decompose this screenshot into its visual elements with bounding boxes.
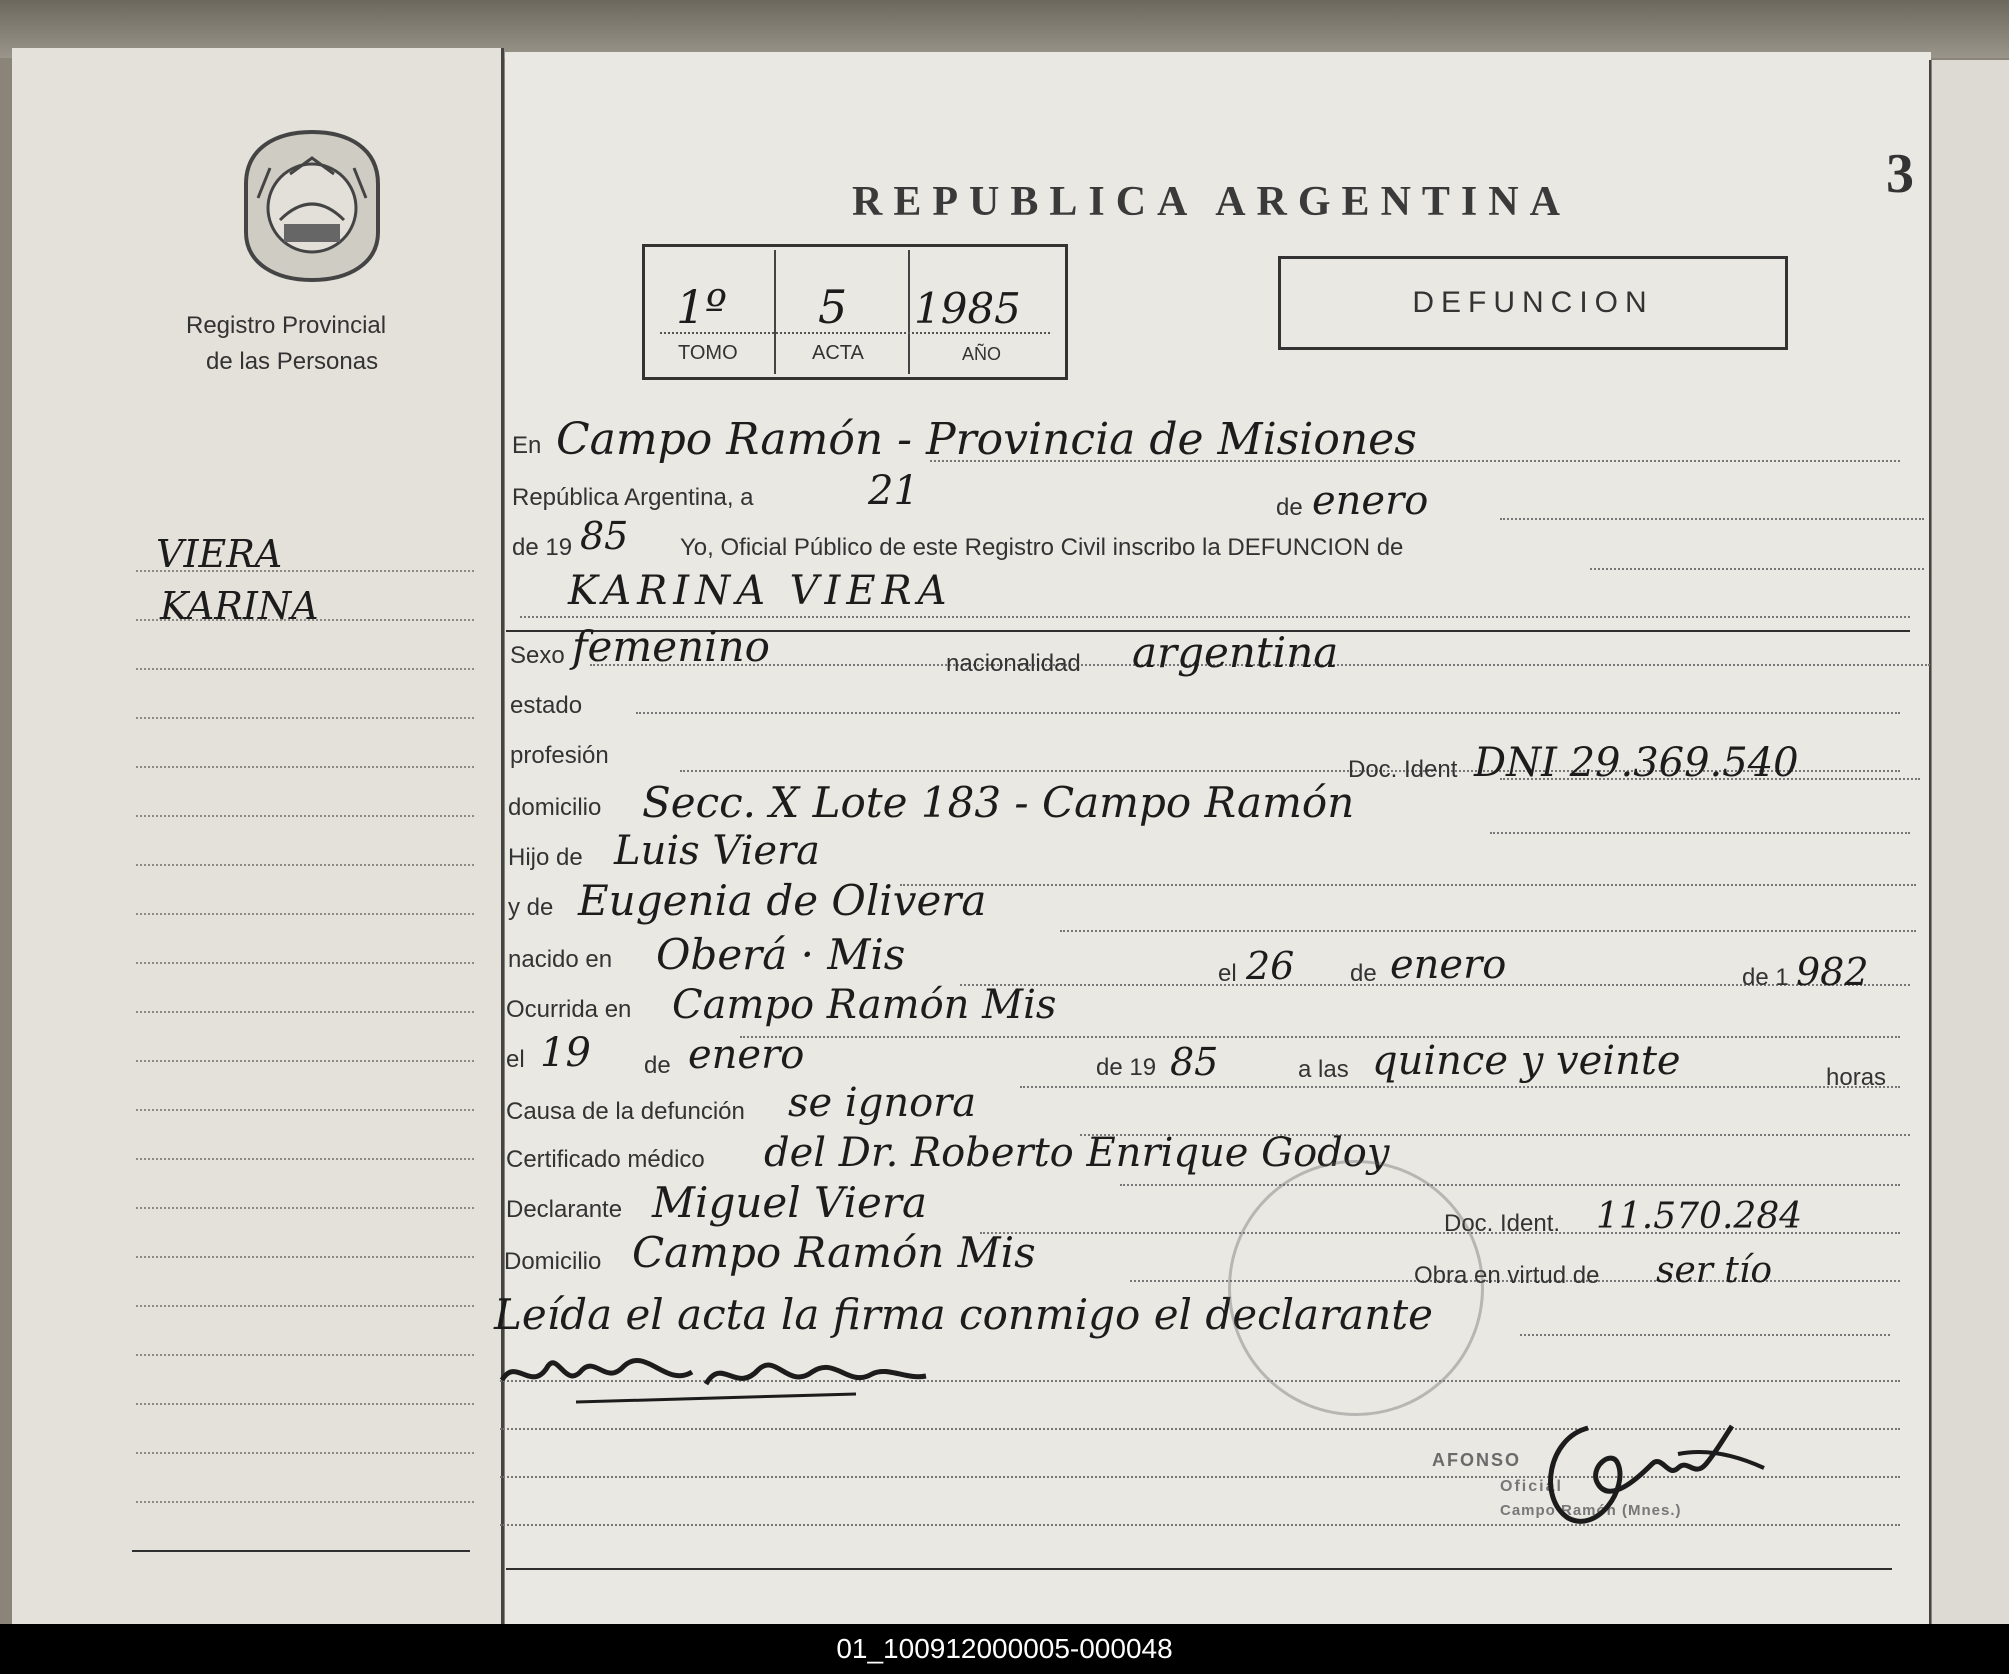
- tomo-value: 1º: [676, 280, 727, 334]
- value-domicilio: Secc. X Lote 183 - Campo Ramón: [642, 778, 1355, 827]
- value-day: 21: [868, 468, 919, 514]
- label-ocurrida: Ocurrida en: [506, 996, 632, 1023]
- value-death-month: enero: [688, 1032, 805, 1078]
- label-year-prefix: de 19: [1096, 1054, 1157, 1081]
- next-page-edge: [1932, 60, 2009, 1624]
- label-sexo: Sexo: [510, 642, 565, 669]
- value-sex: femenino: [572, 622, 770, 671]
- label-declarante: Declarante: [506, 1196, 623, 1223]
- official-circular-stamp: [1228, 1160, 1484, 1416]
- margin-rule-line: [136, 1158, 474, 1160]
- provincial-seal-icon: [240, 128, 385, 284]
- label-el: el: [1218, 960, 1237, 987]
- margin-rule-line: [136, 1403, 474, 1405]
- label-el: el: [506, 1046, 525, 1073]
- value-doc: DNI 29.369.540: [1474, 740, 1799, 786]
- value-obra: ser tío: [1656, 1250, 1773, 1291]
- form-rule-line: [1020, 1086, 1900, 1088]
- form-rule-line: [1060, 930, 1916, 932]
- record-type: DEFUNCION: [1412, 286, 1654, 319]
- label-hijo: Hijo de: [508, 844, 583, 871]
- margin-rule-line: [136, 766, 474, 768]
- label-certificado: Certificado médico: [506, 1146, 705, 1173]
- value-place: Campo Ramón - Provincia de Misiones: [556, 414, 1417, 465]
- label-en: En: [512, 432, 542, 459]
- form-rule-line: [1500, 518, 1924, 520]
- label-domicilio: Domicilio: [504, 1248, 602, 1275]
- label-causa: Causa de la defunción: [506, 1098, 745, 1125]
- stamp-line-1: AFONSO: [1432, 1450, 1522, 1470]
- form-rule-line: [1520, 1334, 1890, 1336]
- margin-rule-line: [136, 815, 474, 817]
- value-declarant-doc: 11.570.284: [1596, 1196, 1803, 1237]
- form-rule-line: [740, 1036, 1900, 1038]
- margin-bottom-rule: [132, 1550, 470, 1552]
- value-birth-day: 26: [1246, 944, 1295, 988]
- label-de: de: [644, 1052, 671, 1079]
- margin-rule-line: [136, 913, 474, 915]
- value-declarant-address: Campo Ramón Mis: [632, 1228, 1036, 1277]
- margin-rule-line: [136, 1011, 474, 1013]
- label-doc: Doc. Ident.: [1444, 1210, 1561, 1237]
- acta-value: 5: [818, 280, 848, 334]
- label-a-las: a las: [1298, 1056, 1349, 1083]
- margin-rule-line: [136, 1109, 474, 1111]
- value-year: 85: [580, 514, 629, 558]
- officer-signature: [1528, 1408, 1778, 1538]
- margin-surname: VIERA: [156, 532, 283, 576]
- value-cause: se ignora: [788, 1080, 977, 1126]
- acta-label: ACTA: [812, 342, 864, 364]
- value-declarant: Miguel Viera: [652, 1178, 928, 1227]
- value-death-year: 85: [1170, 1040, 1219, 1084]
- margin-rule-line: [136, 1305, 474, 1307]
- stamp-line-2: Oficial: [1500, 1478, 1563, 1495]
- margin-rule-line: [136, 717, 474, 719]
- label-obra: Obra en virtud de: [1414, 1262, 1600, 1289]
- label-doc: Doc. Ident: [1348, 756, 1458, 783]
- margin-column: [12, 48, 502, 1624]
- label-year-prefix: de 19: [512, 534, 573, 561]
- margin-rule-line: [136, 1256, 474, 1258]
- margin-rule-line: [136, 1207, 474, 1209]
- label-republica: República Argentina, a: [512, 484, 754, 511]
- margin-rule-line: [136, 1354, 474, 1356]
- value-month: enero: [1312, 478, 1429, 524]
- form-rule-line: [636, 712, 1900, 714]
- anio-value: 1985: [914, 284, 1021, 333]
- form-rule-line: [1590, 568, 1924, 570]
- anio-label: AÑO: [962, 344, 1002, 364]
- value-birth-month: enero: [1390, 942, 1507, 988]
- value-father: Luis Viera: [614, 828, 820, 874]
- declarant-signature: [496, 1336, 956, 1416]
- value-birth-year: 982: [1796, 950, 1869, 994]
- label-oficial: Yo, Oficial Público de este Registro Civil inscribo la DEFUNCION de: [680, 534, 1404, 561]
- form-rule-line: [1490, 832, 1910, 834]
- archive-identifier: 01_100912000005-000048: [0, 1624, 2009, 1674]
- form-solid-line: [506, 1568, 1892, 1570]
- label-nacionalidad: nacionalidad: [946, 650, 1081, 677]
- registry-title-line2: de las Personas: [206, 348, 379, 375]
- label-year-prefix: de 1: [1742, 964, 1789, 991]
- form-rule-line: [520, 616, 1910, 618]
- margin-rule-line: [136, 962, 474, 964]
- form-rule-line: [900, 884, 1916, 886]
- stamp-line-3: Campo Ramón (Mnes.): [1500, 1502, 1682, 1519]
- country-title: REPUBLICA ARGENTINA: [852, 179, 1571, 225]
- label-nacido: nacido en: [508, 946, 613, 973]
- margin-rule-line: [136, 1452, 474, 1454]
- label-estado: estado: [510, 692, 583, 719]
- margin-rule-line: [136, 619, 474, 621]
- margin-rule-line: [136, 864, 474, 866]
- label-domicilio: domicilio: [508, 794, 602, 821]
- margin-rule-line: [136, 1060, 474, 1062]
- value-mother: Eugenia de Olivera: [578, 876, 987, 925]
- value-nationality: argentina: [1132, 628, 1339, 677]
- tomo-label: TOMO: [678, 342, 738, 364]
- margin-given-name: KARINA: [160, 584, 319, 628]
- value-deceased-name: KARINA VIERA: [568, 568, 953, 614]
- margin-rule-line: [136, 570, 474, 572]
- value-death-day: 19: [540, 1030, 591, 1076]
- label-horas: horas: [1826, 1064, 1887, 1091]
- label-profesion: profesión: [510, 742, 609, 769]
- value-birthplace: Oberá · Mis: [656, 930, 906, 979]
- form-rule-line: [1120, 1184, 1900, 1186]
- margin-rule-line: [136, 1501, 474, 1503]
- label-de: de: [1350, 960, 1377, 987]
- value-death-place: Campo Ramón Mis: [672, 982, 1057, 1028]
- box-divider: [774, 250, 776, 374]
- box-divider: [908, 250, 910, 374]
- page-edge-line: [1929, 60, 1931, 1624]
- label-y-de: y de: [508, 894, 554, 921]
- value-closing-note: Leída el acta la firma conmigo el declarante: [494, 1290, 1433, 1339]
- page-number: 3: [1886, 143, 1914, 205]
- registry-title-line1: Registro Provincial: [186, 312, 387, 339]
- value-certificate: del Dr. Roberto Enrique Godoy: [764, 1130, 1390, 1176]
- label-de: de: [1276, 494, 1303, 521]
- value-death-time: quince y veinte: [1372, 1038, 1681, 1084]
- margin-rule-line: [136, 668, 474, 670]
